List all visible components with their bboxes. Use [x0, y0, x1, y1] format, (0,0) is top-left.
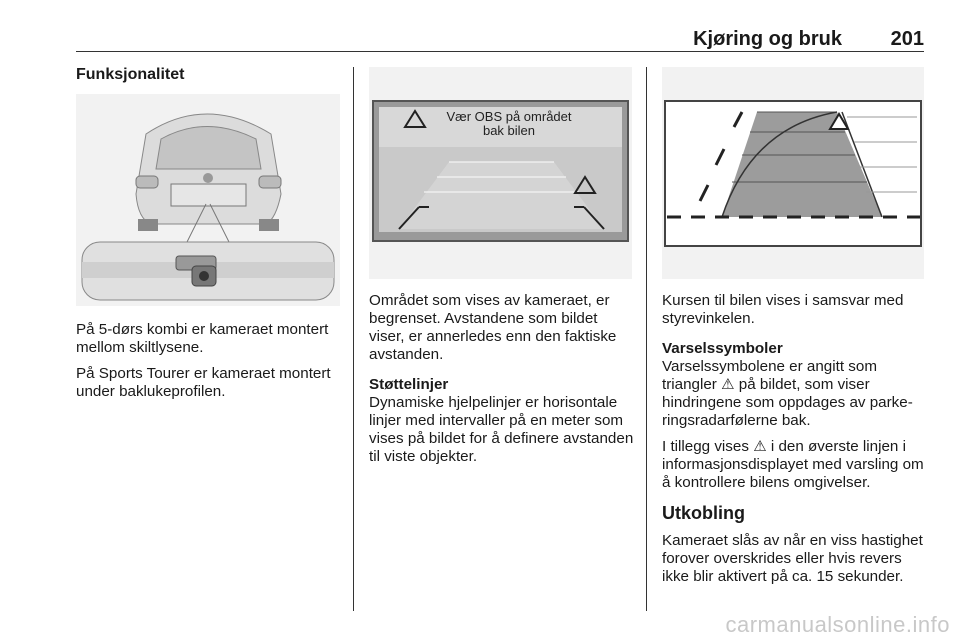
screen-warning-line2: bak bilen	[482, 123, 536, 138]
column-1	[76, 66, 344, 94]
col3-para3	[662, 438, 927, 492]
section-title-funksjonalitet: Funksjonalitet	[76, 66, 185, 83]
watermark: carmanualsonline.info	[725, 612, 950, 637]
screen-warning-line1: Vær OBS på området	[446, 109, 572, 124]
col1-para2: På Sports Tourer er kameraet montert under baklukeprofilen.	[76, 365, 331, 400]
col3-para4: Kameraet slås av når en viss hastighet forover overskrides eller hvis revers ikke blir aktivert på ca. 15 sekunder.	[662, 532, 923, 585]
warning-triangle-icon: ⚠	[753, 438, 767, 455]
column-divider-1	[353, 67, 354, 611]
warning-triangle-icon: ⚠	[721, 376, 735, 393]
chapter-title: Kjøring og bruk	[693, 28, 842, 50]
column-3-text	[662, 292, 927, 594]
col1-para1: På 5-dørs kombi er kameraet montert mellom skiltlysene.	[76, 321, 329, 356]
col3-para3-start: I tillegg vises	[662, 438, 749, 455]
column-divider-2	[646, 67, 647, 611]
camera-display-figure	[369, 67, 632, 279]
col3-para3-end: i den øverste linjen i informasjonsdisplayet med varsling om å kontrollere bilens omgivelser.	[662, 438, 924, 491]
car-rear-illustration	[76, 94, 340, 306]
col3-para2-end: på bildet, som viser hindringene som oppdages av parkeringsradarfølerne bak.	[662, 376, 913, 429]
header-rule	[76, 51, 924, 52]
camera-display-illustration	[369, 67, 632, 279]
col3-para2	[662, 358, 927, 430]
page-number: 201	[890, 28, 924, 50]
col3-para1: Kursen til bilen vises i samsvar med styrevinkelen.	[662, 292, 904, 327]
heading-varselssymboler: Varselssymboler	[662, 340, 783, 357]
column-1-text	[76, 321, 344, 409]
col3-para2-start: Varselssymbolene er angitt som triangler	[662, 358, 877, 393]
section-title-utkobling: Utkobling	[662, 503, 745, 523]
column-2-text	[369, 292, 634, 474]
steering-guidelines-illustration	[662, 67, 924, 279]
page-header	[76, 26, 924, 52]
col2-para1: Området som vises av kameraet, er begrenset. Avstandene som bildet viser, er annerledes enn den faktiske avstanden.	[369, 292, 617, 363]
heading-stottelinjer: Støttelinjer	[369, 376, 449, 393]
car-rear-camera-figure	[76, 94, 340, 306]
steering-guidelines-figure	[662, 67, 924, 279]
col2-para2: Dynamiske hjelpelinjer er horisontale linjer med intervaller på en meter som vises på bildet for å definere avstanden til viste objekter.	[369, 394, 634, 465]
